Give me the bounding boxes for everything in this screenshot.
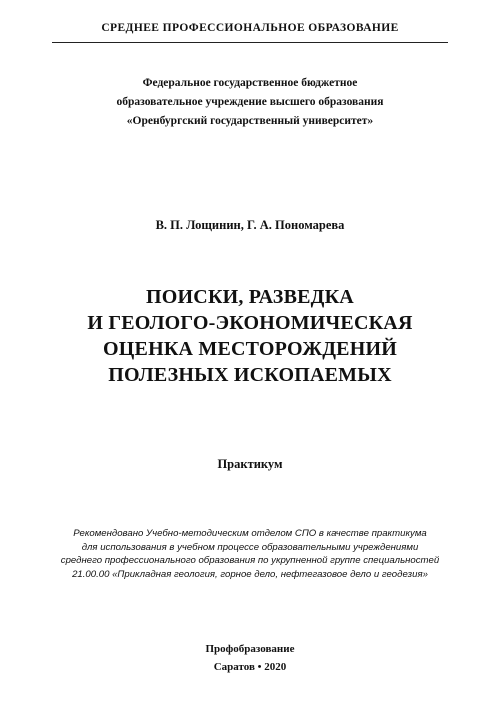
publisher-name: Профобразование [205,643,295,655]
title-line: И ГЕОЛОГО-ЭКОНОМИЧЕСКАЯ [87,312,413,334]
title-line: ПОЛЕЗНЫХ ИСКОПАЕМЫХ [108,364,392,386]
institution-line: Федеральное государственное бюджетное [142,77,358,89]
header-divider [52,42,448,43]
institution-line: образовательное учреждение высшего образования [116,96,384,108]
recommendation-note [20,527,480,581]
book-subtitle: Практикум [217,457,283,471]
title-line: ОЦЕНКА МЕСТОРОЖДЕНИЙ [103,338,397,360]
publisher-block [40,640,460,676]
book-title [20,284,480,388]
recommendation-line: для использования в учебном процессе образовательными учреждениями [81,541,419,553]
recommendation-line: среднего профессионального образования по укрупненной группе специальностей [60,555,440,567]
recommendation-line: 21.00.00 «Прикладная геология, горное дело, нефтегазовое дело и геодезия» [72,568,428,580]
title-line: ПОИСКИ, РАЗВЕДКА [146,286,354,308]
institution-line: «Оренбургский государственный университет» [126,115,374,127]
series-heading: СРЕДНЕЕ ПРОФЕССИОНАЛЬНОЕ ОБРАЗОВАНИЕ [101,22,399,34]
publisher-place-year: Саратов • 2020 [213,661,287,673]
authors: В. П. Лощинин, Г. А. Пономарева [155,218,345,232]
recommendation-line: Рекомендовано Учебно-методическим отделом СПО в качестве практикума [73,528,427,539]
institution-block [40,74,460,131]
